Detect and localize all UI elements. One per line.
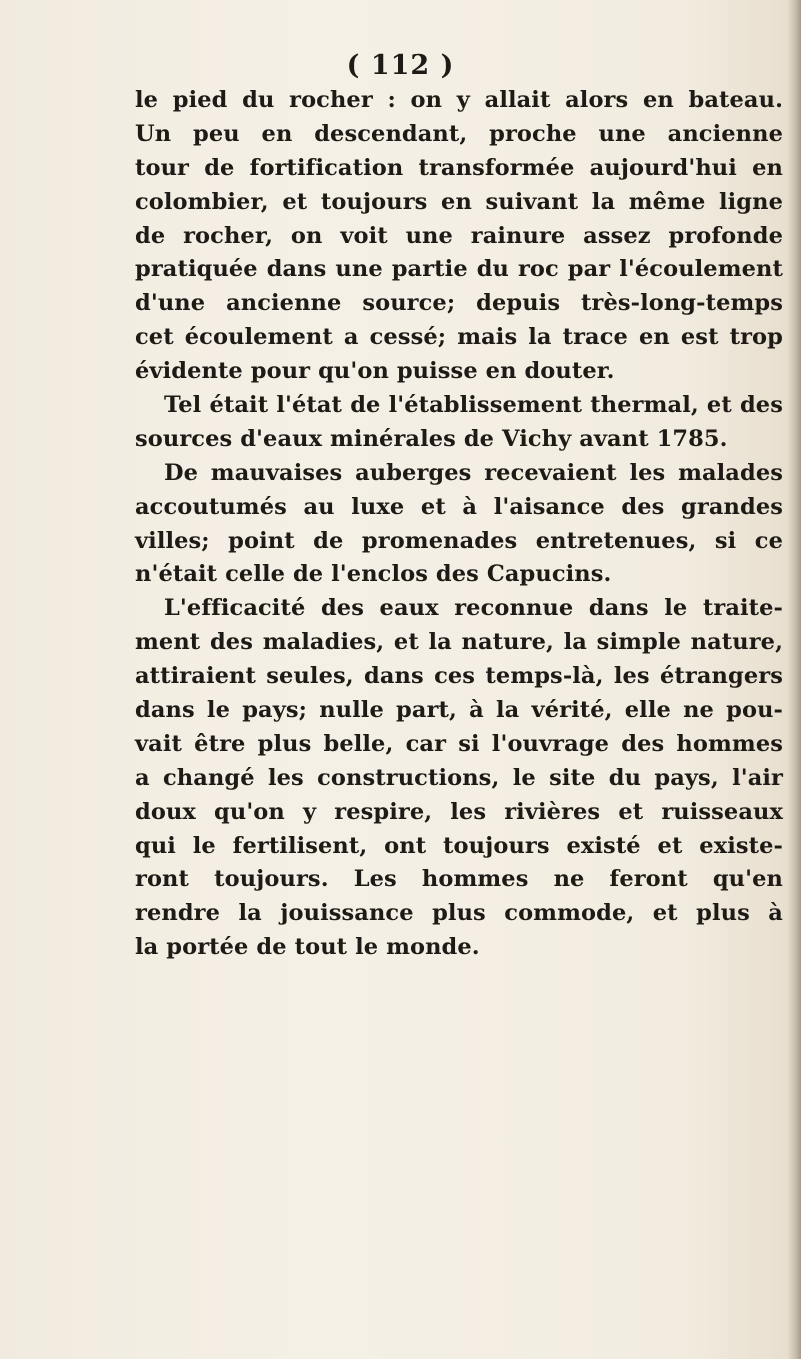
body-text: [135, 84, 783, 965]
text-line: a changé les constructions, le site du pays, l'air: [135, 764, 783, 791]
text-line: d'une ancienne source; depuis très-long-temps: [135, 290, 783, 317]
text-line: ront toujours. Les hommes ne feront qu'en: [135, 866, 783, 893]
text-line: le pied du rocher : on y allait alors en bateau.: [135, 87, 783, 113]
text-line: sources d'eaux minérales de Vichy avant 1785.: [135, 425, 728, 452]
text-line: tour de fortification transformée aujourd'hui en: [135, 154, 783, 181]
text-line: de rocher, on voit une rainure assez profonde: [135, 222, 783, 249]
text-line: villes; point de promenades entretenues, si ce: [135, 527, 783, 554]
text-line: rendre la jouissance plus commode, et plus à: [135, 900, 783, 927]
text-line: pratiquée dans une partie du roc par l'écoulement: [135, 256, 783, 283]
text-line: doux qu'on y respire, les rivières et ruisseaux: [135, 798, 783, 825]
text-line: évidente pour qu'on puisse en douter.: [135, 358, 615, 385]
text-line: De mauvaises auberges recevaient les malades: [164, 459, 783, 486]
page-edge-shadow: [787, 0, 801, 1359]
text-line: attiraient seules, dans ces temps-là, les étrangers: [135, 663, 783, 690]
text-line: Tel était l'état de l'établissement thermal, et des: [164, 392, 783, 419]
text-line: n'était celle de l'enclos des Capucins.: [135, 561, 612, 588]
text-line: colombier, et toujours en suivant la même ligne: [135, 188, 783, 215]
text-line: ment des maladies, et la nature, la simple nature,: [135, 629, 783, 656]
text-line: dans le pays; nulle part, à la vérité, elle ne pou-: [135, 697, 783, 724]
text-line: la portée de tout le monde.: [135, 934, 480, 961]
text-line: Un peu en descendant, proche une ancienne: [135, 120, 783, 147]
page-number: ( 112 ): [346, 50, 455, 81]
text-line: L'efficacité des eaux reconnue dans le traite-: [164, 595, 783, 622]
text-line: accoutumés au luxe et à l'aisance des grandes: [135, 493, 783, 520]
text-line: vait être plus belle, car si l'ouvrage des hommes: [135, 730, 783, 757]
text-line: cet écoulement a cessé; mais la trace en est trop: [135, 324, 783, 351]
text-line: qui le fertilisent, ont toujours existé et existe-: [135, 832, 783, 859]
